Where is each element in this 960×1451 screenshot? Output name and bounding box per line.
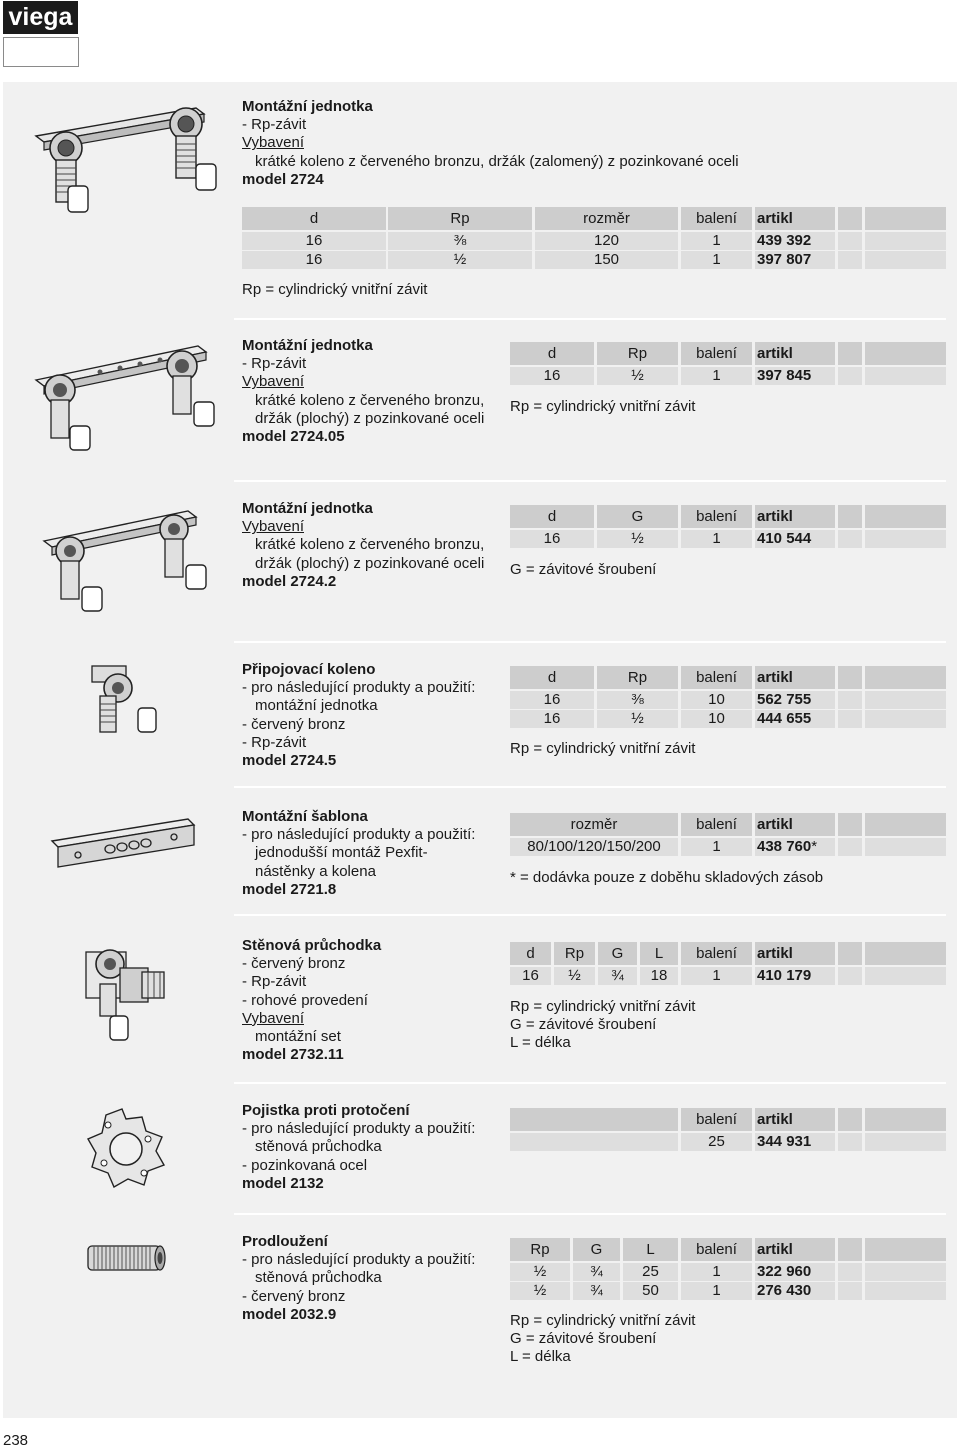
table-header-cell: L: [623, 1238, 678, 1261]
product-feature: stěnová průchodka: [255, 1269, 382, 1287]
table-header-cell: d: [510, 666, 594, 689]
table-row: [0, 967, 960, 985]
product-title: Montážní jednotka: [242, 98, 373, 115]
table-legend: [510, 1312, 695, 1367]
product-title: Montážní jednotka: [242, 500, 373, 517]
legend-line: * = dodávka pouze z doběhu skladových zásob: [510, 869, 824, 886]
table-cell: ⅜: [388, 232, 532, 250]
table-header-cell: artikl: [755, 342, 835, 365]
model-number: model 2721.8: [242, 880, 337, 898]
legend-line: L = délka: [510, 1034, 571, 1052]
table-legend: [510, 869, 823, 887]
table-header-cell: [838, 813, 862, 836]
product-feature: krátké koleno z červeného bronzu, držák (zalomený) z pozinkované oceli: [255, 152, 739, 170]
product-title: Montážní šablona: [242, 808, 368, 825]
table-cell: 438 760*: [755, 838, 835, 856]
product-feature: jednodušší montáž Pexfit-: [255, 844, 428, 862]
table-header-cell: Rp: [597, 342, 678, 365]
table-header-cell: balení: [681, 813, 752, 836]
table-header-cell: balení: [681, 207, 752, 230]
table-header-cell: d: [242, 207, 386, 230]
table-row: [0, 251, 960, 269]
table-row: [0, 838, 960, 856]
table-header-cell: [838, 342, 862, 365]
table-cell: ½: [510, 1282, 570, 1300]
catalog-panel: [3, 82, 957, 1418]
table-header-row: [0, 505, 960, 528]
article-table: [0, 1108, 960, 1152]
product-feature: nástěnky a kolena: [255, 862, 376, 880]
table-cell: 1: [681, 232, 752, 250]
equipment-heading: Vybavení: [242, 1009, 304, 1027]
model-number: model 2724.05: [242, 428, 345, 446]
viega-logo: viega: [3, 1, 78, 34]
table-cell: 397 845: [755, 367, 835, 385]
product-feature: stěnová průchodka: [255, 1138, 382, 1156]
table-cell: 10: [681, 691, 752, 709]
table-header-cell: artikl: [755, 207, 835, 230]
table-header-cell: [838, 207, 862, 230]
table-header-cell: [510, 1108, 678, 1131]
table-header-cell: rozměr: [510, 813, 678, 836]
table-header-row: [0, 813, 960, 836]
table-header-cell: balení: [681, 342, 752, 365]
section-divider: [234, 1213, 946, 1215]
table-cell: [865, 691, 946, 709]
equipment-heading: Vybavení: [242, 518, 304, 536]
table-cell: ¾: [598, 967, 637, 985]
table-header-cell: d: [510, 505, 594, 528]
table-cell: 50: [623, 1282, 678, 1300]
table-header-cell: [838, 666, 862, 689]
table-legend: [510, 398, 695, 416]
table-legend: [510, 998, 695, 1053]
article-table: [0, 1238, 960, 1301]
table-cell: ½: [388, 251, 532, 269]
table-cell: 150: [535, 251, 678, 269]
legend-line: Rp = cylindrický vnitřní závit: [510, 398, 696, 415]
table-cell: 562 755: [755, 691, 835, 709]
table-cell: ¾: [573, 1263, 620, 1281]
table-cell: 1: [681, 967, 752, 985]
product-feature: montážní set: [255, 1028, 341, 1046]
product-feature: - pozinkovaná ocel: [242, 1156, 368, 1174]
table-header-cell: Rp: [554, 942, 595, 965]
table-cell: 410 179: [755, 967, 835, 985]
table-cell: 16: [510, 691, 594, 709]
page-number: 238: [3, 1432, 29, 1449]
table-legend: [510, 740, 695, 758]
table-cell: 397 807: [755, 251, 835, 269]
table-header-row: [0, 342, 960, 365]
product-title: Připojovací koleno: [242, 661, 376, 678]
table-header-cell: [865, 342, 946, 365]
product-feature: - Rp-závit: [242, 973, 307, 991]
table-cell: 16: [510, 530, 594, 548]
table-header-cell: [838, 942, 862, 965]
table-cell: ½: [510, 1263, 570, 1281]
table-cell: 25: [623, 1263, 678, 1281]
table-cell: [838, 1263, 862, 1281]
section-divider: [234, 480, 946, 482]
product-title: Montážní jednotka: [242, 337, 373, 354]
legend-line: Rp = cylindrický vnitřní závit: [510, 998, 696, 1015]
table-cell: 322 960: [755, 1263, 835, 1281]
table-legend: [510, 561, 656, 579]
table-cell: 1: [681, 530, 752, 548]
table-cell: 410 544: [755, 530, 835, 548]
table-header-row: [0, 1238, 960, 1261]
table-header-cell: d: [510, 342, 594, 365]
table-cell: [865, 1282, 946, 1300]
table-header-cell: balení: [681, 1108, 752, 1131]
table-cell: [838, 967, 862, 985]
model-number: model 2132: [242, 1174, 324, 1192]
table-cell: 16: [242, 232, 386, 250]
table-header-cell: artikl: [755, 942, 835, 965]
table-header-cell: G: [597, 505, 678, 528]
table-row: [0, 1263, 960, 1281]
table-header-cell: artikl: [755, 666, 835, 689]
model-number: model 2032.9: [242, 1305, 337, 1323]
article-table: [0, 942, 960, 986]
table-header-cell: [865, 813, 946, 836]
table-cell: 16: [242, 251, 386, 269]
table-cell: [838, 251, 862, 269]
product-title: Prodloužení: [242, 1233, 328, 1250]
table-cell: 1: [681, 1263, 752, 1281]
logo-frame: [3, 37, 79, 67]
table-cell: [865, 838, 946, 856]
table-header-cell: L: [640, 942, 678, 965]
table-cell: [865, 251, 946, 269]
table-cell: 16: [510, 367, 594, 385]
table-cell: 1: [681, 838, 752, 856]
equipment-heading: Vybavení: [242, 373, 304, 391]
table-row: [0, 691, 960, 709]
article-table: [0, 666, 960, 729]
table-cell: 276 430: [755, 1282, 835, 1300]
table-cell: 344 931: [755, 1133, 835, 1151]
table-row: [0, 710, 960, 728]
table-cell: [838, 530, 862, 548]
legend-line: G = závitové šroubení: [510, 1016, 657, 1034]
table-header-cell: d: [510, 942, 551, 965]
legend-line: Rp = cylindrický vnitřní závit: [510, 740, 696, 757]
table-row: [0, 1133, 960, 1151]
table-cell: ½: [597, 710, 678, 728]
table-cell: 1: [681, 1282, 752, 1300]
table-cell: 10: [681, 710, 752, 728]
table-header-cell: [865, 505, 946, 528]
table-cell: [865, 967, 946, 985]
section-divider: [234, 786, 946, 788]
table-cell: [865, 232, 946, 250]
table-cell: [838, 710, 862, 728]
table-cell: [838, 691, 862, 709]
section-divider: [234, 914, 946, 916]
table-cell: 120: [535, 232, 678, 250]
table-legend: [242, 281, 427, 299]
legend-line: Rp = cylindrický vnitřní závit: [242, 281, 428, 298]
table-cell: [838, 232, 862, 250]
table-cell: [838, 838, 862, 856]
product-title: Stěnová průchodka: [242, 937, 382, 954]
product-feature: - červený bronz: [242, 955, 346, 973]
table-header-cell: G: [598, 942, 637, 965]
table-header-cell: Rp: [510, 1238, 570, 1261]
legend-line: G = závitové šroubení: [510, 561, 657, 578]
table-cell: [838, 1282, 862, 1300]
table-cell: 1: [681, 367, 752, 385]
table-header-row: [0, 1108, 960, 1131]
table-header-cell: [865, 666, 946, 689]
table-header-row: [0, 207, 960, 230]
table-header-row: [0, 666, 960, 689]
product-title: Pojistka proti protočení: [242, 1102, 410, 1119]
table-header-cell: artikl: [755, 813, 835, 836]
table-cell: 18: [640, 967, 678, 985]
table-cell: [510, 1133, 678, 1151]
table-header-cell: [865, 942, 946, 965]
table-cell: ¾: [573, 1282, 620, 1300]
table-header-cell: rozměr: [535, 207, 678, 230]
product-feature: - rohové provedení: [242, 991, 368, 1009]
table-header-cell: balení: [681, 1238, 752, 1261]
footnote-mark: *: [811, 838, 818, 855]
product-feature: - Rp-závit: [242, 355, 307, 373]
mounting-unit-2724-image: [26, 98, 226, 218]
product-feature: krátké koleno z červeného bronzu,: [255, 536, 485, 554]
table-cell: ½: [597, 530, 678, 548]
table-header-cell: [865, 1108, 946, 1131]
table-cell: [865, 530, 946, 548]
table-header-cell: Rp: [388, 207, 532, 230]
table-header-cell: [838, 1238, 862, 1261]
equipment-heading: Vybavení: [242, 134, 304, 152]
product-feature: - pro následující produkty a použití:: [242, 826, 476, 844]
table-header-cell: G: [573, 1238, 620, 1261]
model-number: model 2724.5: [242, 752, 337, 770]
table-header-cell: balení: [681, 505, 752, 528]
table-header-cell: artikl: [755, 505, 835, 528]
table-cell: [865, 1133, 946, 1151]
table-header-cell: balení: [681, 666, 752, 689]
article-table: [0, 342, 960, 386]
article-table: [0, 505, 960, 549]
table-cell: ½: [597, 367, 678, 385]
product-feature: - Rp-závit: [242, 733, 307, 751]
model-number: model 2732.11: [242, 1046, 344, 1064]
table-header-cell: Rp: [597, 666, 678, 689]
table-header-cell: [838, 505, 862, 528]
table-cell: [865, 367, 946, 385]
table-cell: [865, 1263, 946, 1281]
article-table: [0, 207, 960, 270]
table-cell: [838, 367, 862, 385]
product-feature: - pro následující produkty a použití:: [242, 679, 476, 697]
table-header-cell: [865, 1238, 946, 1261]
table-header-cell: artikl: [755, 1108, 835, 1131]
product-feature: - pro následující produkty a použití:: [242, 1120, 476, 1138]
table-cell: 25: [681, 1133, 752, 1151]
product-feature: držák (plochý) z pozinkované oceli: [255, 554, 485, 572]
table-header-cell: [865, 207, 946, 230]
table-cell: 16: [510, 710, 594, 728]
table-cell: [865, 710, 946, 728]
table-header-cell: balení: [681, 942, 752, 965]
model-number: model 2724.2: [242, 572, 337, 590]
product-description: [242, 98, 739, 189]
table-cell: ½: [554, 967, 595, 985]
legend-line: Rp = cylindrický vnitřní závit: [510, 1312, 696, 1329]
product-feature: - Rp-závit: [242, 116, 307, 134]
legend-line: L = délka: [510, 1348, 571, 1366]
product-feature: držák (plochý) z pozinkované oceli: [255, 409, 485, 427]
legend-line: G = závitové šroubení: [510, 1330, 657, 1348]
table-row: [0, 1282, 960, 1300]
table-row: [0, 367, 960, 385]
table-row: [0, 530, 960, 548]
table-cell: 439 392: [755, 232, 835, 250]
table-cell: 1: [681, 251, 752, 269]
product-feature: krátké koleno z červeného bronzu,: [255, 391, 485, 409]
section-divider: [234, 1082, 946, 1084]
table-cell: ⅜: [597, 691, 678, 709]
product-feature: - pro následující produkty a použití:: [242, 1251, 476, 1269]
section-divider: [234, 641, 946, 643]
table-header-cell: [838, 1108, 862, 1131]
product-feature: - červený bronz: [242, 1287, 346, 1305]
table-header-row: [0, 942, 960, 965]
section-divider: [234, 318, 946, 320]
product-feature: - červený bronz: [242, 715, 346, 733]
table-cell: 80/100/120/150/200: [510, 838, 678, 856]
table-cell: 16: [510, 967, 551, 985]
table-row: [0, 232, 960, 250]
article-table: [0, 813, 960, 857]
model-number: model 2724: [242, 170, 324, 188]
table-cell: [838, 1133, 862, 1151]
product-feature: montážní jednotka: [255, 697, 378, 715]
table-header-cell: artikl: [755, 1238, 835, 1261]
table-cell: 444 655: [755, 710, 835, 728]
